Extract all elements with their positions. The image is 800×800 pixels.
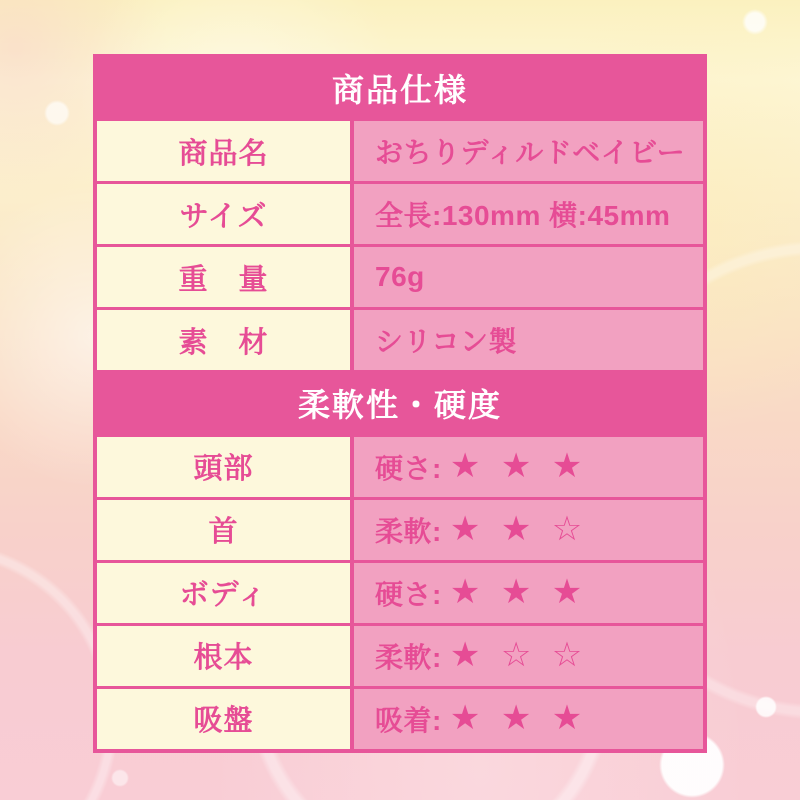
- star-filled-icon: ★: [551, 572, 583, 611]
- spec-row-label: 重 量: [97, 247, 350, 307]
- star-empty-icon: ☆: [551, 509, 583, 548]
- star-filled-icon: ★: [551, 698, 583, 737]
- rating-row-label: 吸盤: [97, 689, 350, 749]
- star-filled-icon: ★: [449, 698, 481, 737]
- rating-row-value: [354, 563, 703, 623]
- spec-row-label: 素 材: [97, 310, 350, 370]
- star-filled-icon: ★: [449, 509, 481, 548]
- rating-row-label: 首: [97, 500, 350, 560]
- product-spec-table: [93, 54, 707, 753]
- spec-row-value: シリコン製: [354, 310, 703, 370]
- rating-row-label: 根本: [97, 626, 350, 686]
- star-filled-icon: ★: [500, 698, 532, 737]
- rating-metric-label: 柔軟:: [375, 515, 442, 547]
- spec-row-value: おちりディルドベイビー: [354, 121, 703, 181]
- star-filled-icon: ★: [449, 635, 481, 674]
- rating-metric-label: 吸着:: [375, 704, 442, 736]
- spec-section-header: 商品仕様: [97, 58, 703, 118]
- star-filled-icon: ★: [500, 572, 532, 611]
- star-empty-icon: ☆: [500, 635, 532, 674]
- star-filled-icon: ★: [500, 509, 532, 548]
- spec-row-label: サイズ: [97, 184, 350, 244]
- star-filled-icon: ★: [449, 572, 481, 611]
- rating-metric-label: 硬さ:: [375, 578, 442, 610]
- rating-row-value: [354, 500, 703, 560]
- star-empty-icon: ☆: [551, 635, 583, 674]
- rating-metric-label: 柔軟:: [375, 641, 442, 673]
- star-filled-icon: ★: [551, 446, 583, 485]
- rating-section-header: 柔軟性・硬度: [97, 373, 703, 433]
- spec-row-value: 76g: [354, 247, 703, 307]
- rating-row-value: [354, 626, 703, 686]
- spec-row-label: 商品名: [97, 121, 350, 181]
- spec-row-value: 全長:130mm 横:45mm: [354, 184, 703, 244]
- star-filled-icon: ★: [449, 446, 481, 485]
- rating-row-value: [354, 437, 703, 497]
- rating-row-value: [354, 689, 703, 749]
- rating-metric-label: 硬さ:: [375, 452, 442, 484]
- rating-row-label: ボディ: [97, 563, 350, 623]
- rating-row-label: 頭部: [97, 437, 350, 497]
- star-filled-icon: ★: [500, 446, 532, 485]
